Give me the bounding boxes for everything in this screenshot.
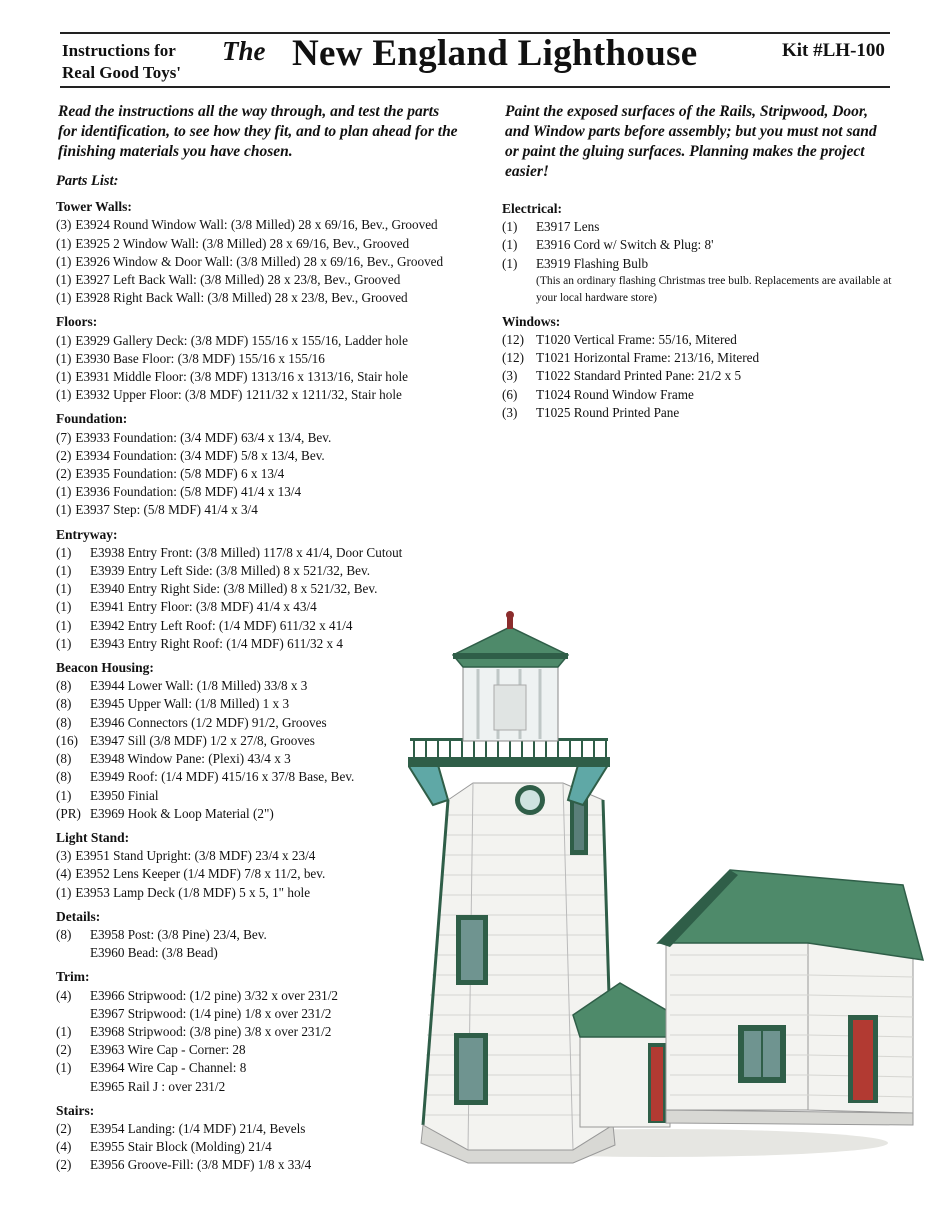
part-description: E3933 Foundation: (3/4 MDF) 63/4 x 13/4, Bev.	[75, 429, 332, 445]
part-description: E3934 Foundation: (3/4 MDF) 5/8 x 13/4, Bev.	[75, 447, 325, 463]
part-description: E3946 Connectors (1/2 MDF) 91/2, Grooves	[90, 714, 327, 730]
section-title: Details:	[56, 908, 101, 924]
part-quantity: (3)	[56, 848, 72, 864]
part-description: E3954 Landing: (1/4 MDF) 21/4, Bevels	[90, 1120, 306, 1136]
part-item	[502, 349, 912, 367]
parts-list-right	[502, 200, 912, 422]
tower-window-lower-pane	[459, 1038, 483, 1100]
part-item	[56, 253, 476, 271]
part-item	[56, 544, 476, 562]
tower-window-upper-pane	[574, 800, 584, 850]
part-quantity	[56, 1078, 90, 1096]
part-description: E3940 Entry Right Side: (3/8 Milled) 8 x 521/32, Bev.	[90, 581, 378, 597]
part-quantity: (6)	[502, 386, 518, 402]
part-quantity: (1)	[56, 1023, 72, 1039]
part-description: E3955 Stair Block (Molding) 21/4	[90, 1139, 272, 1155]
part-description: E3944 Lower Wall: (1/8 Milled) 33/8 x 3	[90, 678, 308, 694]
header-rule-bottom	[60, 86, 890, 88]
lighthouse-illustration	[408, 605, 933, 1165]
part-item	[56, 447, 476, 465]
part-description: T1024 Round Window Frame	[536, 386, 694, 402]
part-quantity: (1)	[56, 290, 72, 306]
part-description: E3931 Middle Floor: (3/8 MDF) 1313/16 x 1313/16, Stair hole	[75, 369, 409, 385]
section-title: Light Stand:	[56, 829, 130, 845]
part-item	[56, 289, 476, 307]
part-quantity: (1)	[56, 235, 72, 251]
page-title: New England Lighthouse	[292, 33, 698, 74]
section-title: Windows:	[502, 313, 561, 329]
part-quantity: (1)	[56, 617, 72, 633]
part-description: E3936 Foundation: (5/8 MDF) 41/4 x 13/4	[75, 484, 302, 500]
part-quantity: (1)	[56, 635, 72, 651]
part-quantity: (8)	[56, 696, 72, 712]
section-title: Beacon Housing:	[56, 660, 154, 676]
part-quantity: (1)	[56, 502, 72, 518]
part-item	[56, 386, 476, 404]
part-description: E3932 Upper Floor: (3/8 MDF) 1211/32 x 1211/32, Stair hole	[75, 387, 402, 403]
part-quantity: (8)	[56, 769, 72, 785]
part-note: (This an ordinary flashing Christmas tree bulb. Replacements are available at your local hardware store)	[536, 274, 892, 304]
part-description: E3956 Groove-Fill: (3/8 MDF) 1/8 x 33/4	[90, 1157, 312, 1173]
part-quantity: (1)	[56, 581, 72, 597]
lantern-roof-eave	[453, 653, 568, 659]
part-quantity: (1)	[56, 369, 72, 385]
part-description: E3942 Entry Left Roof: (1/4 MDF) 611/32 x 41/4	[90, 617, 353, 633]
part-quantity: (12)	[502, 332, 524, 348]
part-description: E3928 Right Back Wall: (3/8 Milled) 28 x 23/8, Bev., Grooved	[75, 290, 408, 306]
part-description: E3941 Entry Floor: (3/8 MDF) 41/4 x 43/4	[90, 599, 317, 615]
part-quantity: (1)	[56, 1060, 72, 1076]
finial-ball	[506, 611, 514, 619]
part-description: E3937 Step: (5/8 MDF) 41/4 x 3/4	[75, 502, 258, 518]
part-item	[502, 218, 912, 236]
part-quantity: (7)	[56, 429, 72, 445]
part-quantity	[56, 944, 90, 962]
part-quantity: (1)	[56, 272, 72, 288]
part-item	[502, 236, 912, 254]
part-item	[502, 386, 912, 404]
part-item	[502, 367, 912, 385]
parts-list-title: Parts List:	[56, 173, 119, 189]
part-description: E3924 Round Window Wall: (3/8 Milled) 28 x 69/16, Bev., Grooved	[75, 217, 438, 233]
part-quantity: (2)	[56, 466, 72, 482]
part-description: T1025 Round Printed Pane	[536, 404, 680, 420]
part-description: E3965 Rail J : over 231/2	[90, 1078, 226, 1094]
part-quantity: (1)	[502, 255, 518, 271]
part-quantity: (3)	[56, 217, 72, 233]
part-quantity: (1)	[502, 237, 518, 253]
part-description: E3938 Entry Front: (3/8 Milled) 117/8 x 41/4, Door Cutout	[90, 544, 403, 560]
part-item	[56, 332, 476, 350]
part-description: E3935 Foundation: (5/8 MDF) 6 x 13/4	[75, 466, 285, 482]
part-description: E3958 Post: (3/8 Pine) 23/4, Bev.	[90, 926, 267, 942]
part-quantity: (1)	[56, 787, 72, 803]
part-description: E3951 Stand Upright: (3/8 MDF) 23/4 x 23/4	[75, 848, 316, 864]
part-quantity: (2)	[56, 447, 72, 463]
part-description: E3929 Gallery Deck: (3/8 MDF) 155/16 x 155/16, Ladder hole	[75, 332, 408, 348]
part-quantity: (2)	[56, 1042, 72, 1058]
part-description: E3916 Cord w/ Switch & Plug: 8'	[536, 237, 714, 253]
part-item	[56, 501, 476, 519]
part-description: E3927 Left Back Wall: (3/8 Milled) 28 x 23/8, Bev., Grooved	[75, 272, 401, 288]
part-quantity	[56, 1005, 90, 1023]
part-description: E3919 Flashing Bulb	[536, 255, 649, 271]
part-quantity: (2)	[56, 1120, 72, 1136]
part-quantity: (1)	[56, 350, 72, 366]
part-description: E3943 Entry Right Roof: (1/4 MDF) 611/32 x 4	[90, 635, 344, 651]
lantern-roof	[453, 627, 568, 667]
part-quantity: (8)	[56, 751, 72, 767]
part-item	[56, 465, 476, 483]
part-item	[502, 331, 912, 349]
header-instructions-label	[62, 40, 181, 84]
part-quantity: (1)	[56, 332, 72, 348]
part-description: T1022 Standard Printed Pane: 21/2 x 5	[536, 368, 742, 384]
lantern-lens	[494, 685, 526, 730]
part-item	[56, 368, 476, 386]
gallery-deck	[408, 757, 610, 767]
part-quantity: (8)	[56, 926, 72, 942]
header-the: The	[222, 36, 266, 66]
part-description: E3960 Bead: (3/8 Bead)	[90, 945, 218, 961]
part-description: E3949 Roof: (1/4 MDF) 415/16 x 37/8 Base, Bev.	[90, 769, 355, 785]
section-title: Foundation:	[56, 411, 128, 427]
part-description: E3968 Stripwood: (3/8 pine) 3/8 x over 231/2	[90, 1023, 332, 1039]
part-quantity: (1)	[502, 219, 518, 235]
part-quantity: (1)	[56, 884, 72, 900]
part-item	[56, 562, 476, 580]
header-left-line2: Real Good Toys'	[62, 63, 182, 82]
part-quantity: (3)	[502, 368, 518, 384]
part-description: E3930 Base Floor: (3/8 MDF) 155/16 x 155/16	[75, 350, 325, 366]
tower-window-middle-pane	[461, 920, 483, 980]
part-quantity: (1)	[56, 484, 72, 500]
part-description: E3953 Lamp Deck (1/8 MDF) 5 x 5, 1" hole	[75, 884, 311, 900]
gallery-bracket-left	[408, 765, 448, 805]
round-window-pane	[520, 790, 540, 810]
house-door	[853, 1020, 873, 1100]
part-description: E3925 2 Window Wall: (3/8 Milled) 28 x 69/16, Bev., Grooved	[75, 235, 410, 251]
part-description: E3952 Lens Keeper (1/4 MDF) 7/8 x 11/2, bev.	[75, 866, 326, 882]
part-quantity: (4)	[56, 866, 72, 882]
section-title: Tower Walls:	[56, 199, 132, 215]
part-item	[502, 404, 912, 422]
part-quantity: (16)	[56, 732, 78, 748]
part-description: E3964 Wire Cap - Channel: 8	[90, 1060, 247, 1076]
part-quantity: (1)	[56, 563, 72, 579]
part-quantity: (4)	[56, 987, 72, 1003]
part-description: E3945 Upper Wall: (1/8 Milled) 1 x 3	[90, 696, 290, 712]
part-quantity: (1)	[56, 387, 72, 403]
part-quantity: (1)	[56, 544, 72, 560]
part-item	[56, 483, 476, 501]
part-quantity: (12)	[502, 350, 524, 366]
part-description: T1021 Horizontal Frame: 213/16, Mitered	[536, 350, 760, 366]
part-item	[56, 271, 476, 289]
section-title: Electrical:	[502, 201, 562, 216]
part-quantity: (3)	[502, 404, 518, 420]
part-description: E3926 Window & Door Wall: (3/8 Milled) 28 x 69/16, Bev., Grooved	[75, 253, 444, 269]
part-item	[56, 580, 476, 598]
part-quantity: (4)	[56, 1139, 72, 1155]
part-description: E3966 Stripwood: (1/2 pine) 3/32 x over 231/2	[90, 987, 338, 1003]
house-foundation	[666, 1110, 913, 1125]
part-description: E3969 Hook & Loop Material (2")	[90, 805, 274, 821]
part-quantity: (2)	[56, 1157, 72, 1173]
section-title: Entryway:	[56, 526, 118, 542]
part-quantity: (8)	[56, 678, 72, 694]
part-quantity: (PR)	[56, 805, 81, 821]
part-description: E3967 Stripwood: (1/4 pine) 1/8 x over 231/2	[90, 1005, 332, 1021]
part-description: E3948 Window Pane: (Plexi) 43/4 x 3	[90, 751, 291, 767]
header-left-line1: Instructions for	[62, 41, 176, 60]
section-title: Trim:	[56, 969, 90, 985]
part-description: E3950 Finial	[90, 787, 159, 803]
part-item	[502, 255, 912, 273]
part-quantity: (8)	[56, 714, 72, 730]
part-quantity: (1)	[56, 599, 72, 615]
section-title: Stairs:	[56, 1102, 95, 1118]
part-description: T1020 Vertical Frame: 55/16, Mitered	[536, 332, 737, 348]
part-item	[56, 429, 476, 447]
kit-number: Kit #LH-100	[782, 40, 885, 61]
part-item	[56, 216, 476, 234]
gallery-railing-posts	[414, 740, 606, 757]
part-description: E3947 Sill (3/8 MDF) 1/2 x 27/8, Grooves	[90, 732, 315, 748]
part-item	[56, 350, 476, 368]
part-description: E3917 Lens	[536, 219, 600, 235]
section-title: Floors:	[56, 314, 98, 330]
part-quantity: (1)	[56, 253, 72, 269]
entryway-door	[651, 1047, 663, 1121]
part-item	[56, 235, 476, 253]
part-description: E3939 Entry Left Side: (3/8 Milled) 8 x 521/32, Bev.	[90, 563, 371, 579]
intro-right: Paint the exposed surfaces of the Rails, Stripwood, Door, and Window parts before assembly; but you must not sand or paint the gluing surfaces. Planning makes the project easier!	[505, 103, 877, 180]
intro-left: Read the instructions all the way through, and test the parts for identification, to see how they fit, and to plan ahead for the finishing materials you have chosen.	[58, 103, 458, 160]
part-description: E3963 Wire Cap - Corner: 28	[90, 1042, 246, 1058]
